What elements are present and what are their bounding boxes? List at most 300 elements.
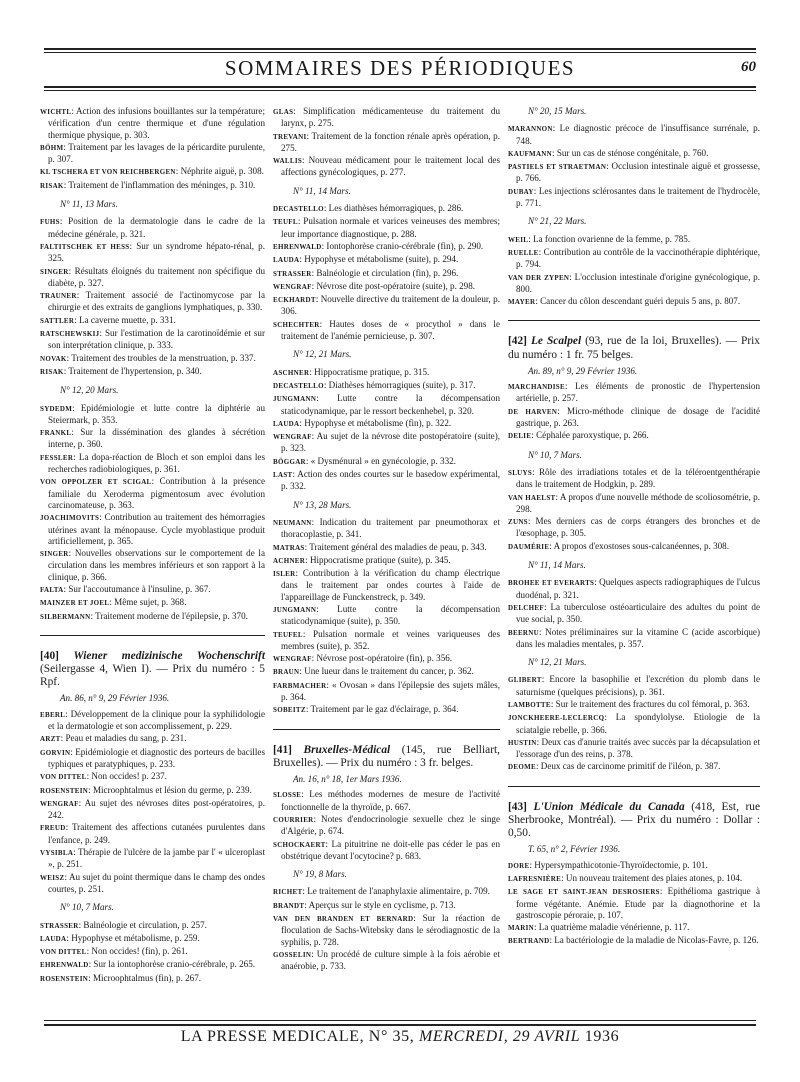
article-title: : Sur la iontophorèse cranio-cérébrale, p. 265. xyxy=(88,959,256,970)
issue-heading: N° 10, 7 Mars. xyxy=(60,902,114,913)
header-rule-1 xyxy=(44,86,756,88)
article-title: : Nouvelles observations sur le comportement de la circulation dans les membres inférieurs et son rapport à la clinique, p. 366. xyxy=(48,548,265,582)
article-entry xyxy=(40,180,265,192)
article-title: : Notes préliminaires sur la vitamine C (acide ascorbique) dans les maladies mentales, p. 357. xyxy=(516,626,760,649)
author-name: BERTRAND xyxy=(508,937,550,946)
article-title: : Epidémiologie et diagnostic des porteurs de bacilles typhiques et paratyphiques, p. 233. xyxy=(48,746,265,769)
issue-heading: N° 12, 21 Mars. xyxy=(293,349,352,360)
article-entry xyxy=(40,290,265,314)
article-title: : Traitement de l'inflammation des méninges, p. 310. xyxy=(63,179,256,190)
author-name: VON OPPOLZER ET SCIGAL xyxy=(40,478,152,487)
article-title: : Quelques aspects radiographiques de l'ulcus duodénal, p. 321. xyxy=(516,577,760,600)
journal-name: L'Union Médicale du Canada xyxy=(533,800,685,813)
article-entry xyxy=(508,161,760,185)
issue-heading: N° 11, 14 Mars. xyxy=(293,185,351,196)
author-name: RUELLE xyxy=(508,248,539,257)
author-name: RATSCHEWSKIJ xyxy=(40,330,100,339)
author-name: DORE xyxy=(508,861,530,870)
author-name: GLAS xyxy=(273,108,294,116)
journal-heading-43 xyxy=(508,801,760,841)
article-entry xyxy=(273,666,500,678)
issue-heading: N° 12, 21 Mars. xyxy=(528,657,587,668)
article-entry xyxy=(273,913,500,948)
author-name: MARIN xyxy=(508,924,534,933)
article-title: : La dopa-réaction de Bloch et son emploi dans les recherches radiobiologiques, p. 361. xyxy=(48,451,265,475)
author-name: WENGRAF xyxy=(273,282,312,291)
article-title: : Traitement général des maladies de peau, p. 343. xyxy=(304,541,487,552)
article-entry xyxy=(40,872,265,896)
author-name: GORVIN xyxy=(40,748,71,757)
author-name: FREUD xyxy=(40,824,66,833)
article-title: : La spondylolyse. Etiologie de la sciatalgie rebelle, p. 366. xyxy=(516,712,760,735)
article-title: : Nouveau médicament pour le traitement local des affections gynécologiques, p. 277. xyxy=(281,155,500,178)
article-title: : Hypophyse et métabolisme, p. 259. xyxy=(66,932,200,943)
issue-heading: N° 19, 8 Mars. xyxy=(293,869,347,880)
journal-details: (93, rue de la loi, Bruxelles). — Prix du numéro : 1 fr. 75 belges. xyxy=(508,335,760,361)
article-entry xyxy=(273,281,500,293)
article-entry xyxy=(40,584,265,596)
article-entry xyxy=(40,822,265,846)
article-entry xyxy=(40,142,265,166)
article-entry xyxy=(40,216,265,240)
article-entry xyxy=(273,456,500,468)
author-name: WICHTL xyxy=(40,108,72,116)
author-name: KL TSCHERA ET VON REICHBERGEN xyxy=(40,168,176,177)
footer-rule-1 xyxy=(44,1020,756,1021)
footer-rule-2 xyxy=(44,1024,756,1026)
author-name: WENGRAF xyxy=(273,433,312,442)
section-divider xyxy=(273,729,500,730)
article-title: : Les diathèses hémorragiques, p. 286. xyxy=(323,203,464,214)
author-name: STRASSER xyxy=(273,269,312,278)
article-entry xyxy=(40,785,265,797)
article-entry xyxy=(40,328,265,352)
article-title: : Les éléments de pronostic de l'hypertension artérielle, p. 257. xyxy=(516,381,760,404)
article-title: : Deux cas d'anurie traités avec succès par la décapsulation et l'essorage d'un des reins, p. 378. xyxy=(516,736,760,760)
article-entry xyxy=(40,266,265,290)
article-entry xyxy=(40,166,265,178)
article-entry xyxy=(508,296,760,308)
article-title: : Microophtalmus et lésion du germe, p. 239. xyxy=(88,784,252,795)
article-entry xyxy=(508,712,760,736)
issue-heading: N° 11, 14 Mars. xyxy=(528,560,586,571)
author-name: RICHET xyxy=(273,888,303,897)
author-name: VON DITTEL xyxy=(40,948,87,957)
author-name: SCHECHTER xyxy=(273,320,320,329)
article-entry xyxy=(273,542,500,554)
author-name: MARCHANDISE xyxy=(508,383,565,392)
article-title: : Hippocratisme pratique (suite), p. 345. xyxy=(305,554,451,565)
author-name: MAYER xyxy=(508,298,536,307)
article-title: : Iontophorèse cranio-cérébrale (fin), p. 290. xyxy=(321,240,484,251)
article-entry xyxy=(40,973,265,985)
author-name: TEUFEL xyxy=(273,630,303,639)
journal-details: (Seilergasse 4, Wien I). — Prix du numéro : 5 Rpf. xyxy=(40,663,265,689)
article-title: : Traitement moderne de l'épilepsie, p. 370. xyxy=(90,610,248,621)
top-rule-2 xyxy=(44,52,756,53)
author-name: SILBERMANN xyxy=(40,612,91,621)
article-title: : Développement de la clinique pour la syphilidologie et la dermatologie et son accomplissement, p. 229. xyxy=(48,708,265,732)
article-title: : Même sujet, p. 368. xyxy=(109,597,187,608)
author-name: ROSENSTEIN xyxy=(40,974,89,983)
author-name: LE SAGE ET SAINT-JEAN DESROSIERS xyxy=(508,888,660,897)
article-entry xyxy=(40,106,265,141)
article-title: : Hypophyse et métabolisme (suite), p. 294. xyxy=(299,254,459,265)
author-name: MAINZER ET JOEL xyxy=(40,599,110,608)
article-title: : Sur la réaction de floculation de Sachs-Witebsky dans le sérodiagnostic de la syphilis, p. 728. xyxy=(281,913,500,947)
author-name: WEISZ xyxy=(40,873,65,882)
article-title: : Sur un syndrome hépato-rénal, p. 325. xyxy=(48,240,266,264)
author-name: SLUYS xyxy=(508,468,533,477)
author-name: JUNGMANN xyxy=(273,395,317,404)
article-entry xyxy=(40,597,265,609)
author-name: FUHS xyxy=(40,218,60,227)
article-title: : Résultats éloignés du traitement non spécifique du diabète, p. 327. xyxy=(48,265,265,288)
author-name: DELIE xyxy=(508,432,532,441)
article-entry xyxy=(508,737,760,761)
article-entry xyxy=(508,674,760,698)
top-rule-1 xyxy=(44,48,756,50)
author-name: NEUMANN xyxy=(273,518,312,527)
author-name: FARBMACHER xyxy=(273,681,327,690)
article-title: : Sur l'accoutumance à l'insuline, p. 367. xyxy=(63,583,211,594)
article-entry xyxy=(273,653,500,665)
author-name: MARANNON xyxy=(508,125,553,134)
journal-name: Wiener medizinische Wochenschrift xyxy=(73,649,265,662)
article-entry xyxy=(273,629,500,653)
author-name: JUNGMANN xyxy=(273,605,317,614)
article-title: : Traitement des affections cutanées purulentes dans l'enfance, p. 249. xyxy=(48,822,265,845)
article-entry xyxy=(273,106,500,130)
article-entry xyxy=(508,272,760,296)
article-title: : La pituitrine ne doit-elle pas céder le pas en obstétrique devant l'ocytocine? p. 683. xyxy=(281,838,500,861)
article-entry xyxy=(508,148,760,160)
article-title: : Céphalée paroxystique, p. 266. xyxy=(531,430,649,441)
issue-heading: N° 13, 28 Mars. xyxy=(293,499,352,510)
article-title: : La tuberculose ostéoarticulaire des adultes du point de vue social, p. 350. xyxy=(516,601,760,625)
journal-number: [42] xyxy=(508,335,531,348)
article-title: : Nouvelle directive du traitement de la douleur, p. 306. xyxy=(281,294,500,317)
section-divider xyxy=(508,320,760,321)
article-entry xyxy=(508,492,760,516)
footer-year: 1936 xyxy=(580,1028,620,1045)
article-entry xyxy=(508,247,760,271)
author-name: FALTA xyxy=(40,585,64,594)
article-entry xyxy=(40,476,265,511)
article-entry xyxy=(508,406,760,430)
article-entry xyxy=(40,847,265,871)
article-title: : Sur le traitement des fractures du col fémoral, p. 363. xyxy=(550,698,750,709)
article-title: : Action des ondes courtes sur le basedow expérimental, p. 332. xyxy=(281,469,500,492)
column-1 xyxy=(40,106,265,986)
article-entry xyxy=(273,949,500,973)
author-name: ROSENSTEIN xyxy=(40,786,89,795)
article-entry xyxy=(40,733,265,745)
author-name: KAUFMANN xyxy=(508,149,553,158)
author-name: BÖGGAR xyxy=(273,457,306,466)
article-title: : Contribution à la présence familiale du Xeroderma pigmentosum avec évolution carcinomateuse, p. 363. xyxy=(48,476,265,510)
author-name: ARZT xyxy=(40,735,61,744)
author-name: NOVAK xyxy=(40,354,67,363)
article-title: : Action des infusions bouillantes sur la température; vérification d'un centre thermique et d'une régulation thermique physique, p. 303. xyxy=(48,106,265,140)
article-entry xyxy=(273,393,500,417)
author-name: BÖHM xyxy=(40,143,64,152)
author-name: VAN HAELST xyxy=(508,493,556,502)
article-entry xyxy=(273,380,500,392)
author-name: FRANKL xyxy=(40,429,72,438)
article-title: : La quatrième maladie vénérienne, p. 117. xyxy=(534,922,690,933)
article-title: : Sur la dissémination des glandes à sécrétion interne, p. 360. xyxy=(48,427,265,450)
article-title: : Une lueur dans le traitement du cancer, p. 362. xyxy=(299,666,474,677)
author-name: DE HARVEN xyxy=(508,407,558,416)
journal-name: Le Scalpel xyxy=(530,335,582,348)
article-entry xyxy=(273,431,500,455)
article-title: : « Ovosan » dans l'épilepsie des sujets mâles, p. 364. xyxy=(281,679,500,703)
journal-heading-40 xyxy=(40,650,265,690)
article-entry xyxy=(40,427,265,451)
article-title: : Occlusion intestinale aiguë et grossesse, p. 766. xyxy=(516,161,760,184)
author-name: HUSTIN xyxy=(508,738,537,747)
article-title: : Hypersympathicotonie-Thyroïdectomie, p. 101. xyxy=(529,859,708,870)
article-title: : Au sujet de la névrose dite postopératoire (suite), p. 323. xyxy=(281,431,500,454)
author-name: SINGER xyxy=(40,267,69,276)
author-name: LAMBOTTE xyxy=(508,700,551,709)
article-entry xyxy=(273,131,500,155)
article-entry xyxy=(273,517,500,541)
article-title: : Contribution au contrôle de la vaccinothérapie diphtérique, p. 794. xyxy=(516,246,760,270)
author-name: GOSSELIN xyxy=(273,950,312,959)
journal-number: [43] xyxy=(508,800,534,813)
article-entry xyxy=(40,611,265,623)
article-entry xyxy=(273,604,500,628)
author-name: WENGRAF xyxy=(40,799,79,808)
article-entry xyxy=(508,577,760,601)
article-entry xyxy=(508,467,760,491)
article-title: : La fonction ovarienne de la femme, p. 785. xyxy=(528,233,691,244)
article-title: : Traitement des troubles de la menstruation, p. 337. xyxy=(66,352,256,363)
article-entry xyxy=(508,541,760,553)
article-title: : Névrose dite post-opératoire (suite), p. 298. xyxy=(311,280,476,291)
article-title: : Traitement par le gaz d'éclairage, p. 364. xyxy=(305,704,459,715)
article-title: : Microophtalmus (fin), p. 267. xyxy=(88,972,202,983)
article-entry xyxy=(508,627,760,651)
author-name: JONCKHEERE-LECLERCQ xyxy=(508,714,605,723)
article-title: : Traitement par les lavages de la péricardite purulente, p. 307. xyxy=(48,141,265,165)
article-entry xyxy=(508,430,760,442)
article-title: : Rôle des irradiations totales et de la téléroentgenthérapie dans le traitement de Hodgkin, p. 289. xyxy=(516,466,760,490)
article-title: : Névrose post-opératoire (fin), p. 356. xyxy=(311,653,453,664)
article-entry xyxy=(40,771,265,783)
article-entry xyxy=(273,469,500,493)
article-title: : Traitement associé de l'actinomycose par la chirurgie et des extraits de ganglions lymphatiques, p. 330. xyxy=(48,290,265,313)
article-entry xyxy=(273,900,500,912)
article-title: : Lutte contre la décompensation staticodynamique, par le ressort beckenhebel, p. 320. xyxy=(281,393,500,416)
author-name: DELCHEF xyxy=(508,603,544,612)
author-name: SOBEITZ xyxy=(273,706,306,715)
article-title: : Simplification médicamenteuse du traitement du larynx, p. 275. xyxy=(281,106,500,129)
page-number: 60 xyxy=(741,59,756,75)
author-name: ISLER xyxy=(273,570,296,579)
article-title: : La bactériologie de la maladie de Nicolas-Favre, p. 126. xyxy=(549,935,759,946)
author-name: DUBAY xyxy=(508,187,534,196)
author-name: BROHEE ET EVERARTS xyxy=(508,579,595,588)
author-name: LAST xyxy=(273,471,293,480)
journal-name: Bruxelles-Médical xyxy=(303,743,391,756)
journal-details: (418, Est, rue Sherbrooke, Montréal). — Prix du numéro : Dollar : 0,50. xyxy=(508,800,761,840)
author-name: COURRIER xyxy=(273,815,314,824)
article-entry xyxy=(508,761,760,773)
author-name: VON DITTEL xyxy=(40,773,87,782)
issue-heading: N° 11, 13 Mars. xyxy=(60,199,118,210)
article-entry xyxy=(40,403,265,427)
author-name: RISAK xyxy=(40,181,64,190)
author-name: EHRENWALD xyxy=(40,961,89,970)
author-name: LAUDA xyxy=(40,934,67,943)
author-name: VYSIBLA xyxy=(40,849,74,858)
article-title: : Les injections sclérosantes dans le traitement de l'hydrocèle, p. 771. xyxy=(516,185,760,209)
article-title: : Epidémiologie et lutte contre la diphtérie au Steiermark, p. 353. xyxy=(48,402,265,425)
author-name: ACHNER xyxy=(273,556,306,565)
article-title: : Peau et maladies du sang, p. 231. xyxy=(60,733,187,744)
article-entry xyxy=(273,319,500,343)
article-entry xyxy=(273,155,500,179)
article-entry xyxy=(508,602,760,626)
article-title: : Les méthodes modernes de mesure de l'activité fonctionnelle de la thyroïde, p. 667. xyxy=(281,789,500,812)
article-title: : Balnéologie et circulation (fin), p. 296. xyxy=(311,267,459,278)
journal-details: (145, rue Belliart, Bruxelles). — Prix du numéro : 3 fr. belges. xyxy=(273,743,501,769)
author-name: WEIL xyxy=(508,235,529,244)
author-name: MATRAS xyxy=(273,543,305,552)
author-name: FESSLER xyxy=(40,453,74,462)
article-title: : Balnéologie et circulation, p. 257. xyxy=(78,919,207,930)
article-title: : Thérapie de l'ulcère de la jambe par l' « ulceroplast », p. 251. xyxy=(48,847,265,870)
issue-heading: N° 10, 7 Mars. xyxy=(528,449,582,460)
article-entry xyxy=(508,922,760,934)
article-title: : Un nouveau traitement des plaies atones, p. 104. xyxy=(561,872,743,883)
article-entry xyxy=(273,555,500,567)
author-name: LAUDA xyxy=(273,419,300,428)
journal-number: [40] xyxy=(40,649,74,662)
article-title: : Aperçus sur le style en cyclisme, p. 713. xyxy=(304,899,456,910)
footer-journal: LA PRESSE MEDICALE, N° 35, xyxy=(180,1028,419,1045)
article-title: : Sur l'estimation de la carotinoïdémie et sur son interprétation clinique, p. 333. xyxy=(48,328,265,351)
author-name: TREVANI xyxy=(273,132,307,141)
author-name: WENGRAF xyxy=(273,655,312,664)
article-title: : Sur un cas de sténose congénitale, p. 760. xyxy=(552,147,709,158)
author-name: ZUNS xyxy=(508,518,528,527)
article-title: : Epithélioma gastrique à forme végétante. Anémie. Etude par la diagnothorine et la gastroscopie péroraie, p. 107. xyxy=(516,886,760,920)
author-name: ECKHARDT xyxy=(273,296,316,305)
article-entry xyxy=(273,367,500,379)
article-title: : Pulsation normale et varices veineuses des membres; leur importance diagnostique, p. 288. xyxy=(281,216,500,239)
article-entry xyxy=(40,452,265,476)
author-name: VAN DER ZYPEN xyxy=(508,273,570,282)
header-rule-2 xyxy=(44,90,756,91)
article-title: : Micro-méthode clinique de dosage de l'acidité gastrique, p. 263. xyxy=(516,405,760,429)
article-entry xyxy=(508,123,760,147)
issue-heading: N° 20, 15 Mars. xyxy=(528,106,587,116)
article-title: : Pulsation normale et veines variqueuses des membres (suite), p. 352. xyxy=(281,628,500,651)
article-title: : Le diagnostic précoce de l'insuffisance surrénale, p. 748. xyxy=(516,123,760,146)
article-entry xyxy=(273,418,500,430)
page-title: SOMMAIRES DES PÉRIODIQUES xyxy=(224,56,576,80)
author-name: BRANDT xyxy=(273,901,305,910)
section-divider xyxy=(508,786,760,787)
article-entry xyxy=(273,814,500,838)
author-name: ASCHNER xyxy=(273,368,310,377)
author-name: PASTIELS ET STRAETMAN xyxy=(508,163,607,172)
article-entry xyxy=(273,568,500,603)
author-name: GLIBERT xyxy=(508,676,542,685)
author-name: VAN DEN BRANDEN ET BERNARD xyxy=(273,915,414,924)
article-entry xyxy=(508,381,760,405)
article-title: : La caverne muette, p. 331. xyxy=(74,314,176,325)
article-entry xyxy=(508,516,760,540)
article-title: : Cancer du côlon descendant guéri depuis 5 ans, p. 807. xyxy=(535,296,741,307)
author-name: SCHOCKAERT xyxy=(273,840,326,849)
author-name: TEUFL xyxy=(273,218,298,227)
journal-number: [41] xyxy=(273,743,304,756)
article-entry xyxy=(273,254,500,266)
author-name: LAUDA xyxy=(273,256,300,265)
article-title: : Mes derniers cas de corps étrangers des bronches et de l'œsophage, p. 305. xyxy=(516,516,760,539)
article-entry xyxy=(508,186,760,210)
author-name: DEOME xyxy=(508,763,536,772)
article-title: : L'occlusion intestinale d'origine gynécologique, p. 800. xyxy=(516,271,760,294)
article-entry xyxy=(40,353,265,365)
column-2 xyxy=(273,106,500,974)
author-name: EBERL xyxy=(40,710,66,719)
issue-heading: T. 65, n° 2, Février 1936. xyxy=(528,844,621,855)
author-name: SLOSSE xyxy=(273,791,302,800)
article-entry xyxy=(40,946,265,958)
article-title: : Deux cas de carcinome primitif de l'iléon, p. 387. xyxy=(535,761,721,772)
article-title: : Traitement de la fonction rénale après opération, p. 275. xyxy=(281,130,500,153)
author-name: DECASTELLO xyxy=(273,381,324,390)
article-entry xyxy=(40,933,265,945)
article-title: : Position de la dermatologie dans le cadre de la médecine générale, p. 321. xyxy=(48,216,265,239)
author-name: EHRENWALD xyxy=(273,242,322,251)
author-name: DECASTELLO xyxy=(273,205,324,214)
author-name: DAUMÉRIE xyxy=(508,542,550,551)
column-3 xyxy=(508,106,760,949)
article-entry xyxy=(273,216,500,240)
article-entry xyxy=(40,747,265,771)
author-name: SATTLER xyxy=(40,316,75,325)
article-title: : A propos d'une nouvelle méthode de scoliosométrie, p. 298. xyxy=(516,491,760,514)
author-name: BEERNU xyxy=(508,628,539,637)
page-footer xyxy=(44,1028,756,1046)
author-name: TRAUNER xyxy=(40,292,77,301)
issue-heading: An. 89, n° 9, 29 Février 1936. xyxy=(528,365,638,376)
article-title: : Encore la basophilie et l'excrétion du plomb dans le saturnisme (quelques précisions), p. 361. xyxy=(516,674,760,697)
article-entry xyxy=(508,886,760,921)
article-entry xyxy=(273,268,500,280)
article-title: : Notes d'endocrinologie sexuelle chez le singe d'Algérie, p. 674. xyxy=(281,813,500,837)
article-title: : Diathèses hémorragiques (suite), p. 317. xyxy=(323,379,476,390)
article-title: : Non occides! p. 237. xyxy=(86,771,167,782)
article-title: : Au sujet des névroses dites post-opératoires, p. 242. xyxy=(48,797,265,821)
article-title: : Hypophyse et métabolisme (fin), p. 322. xyxy=(299,417,452,428)
section-divider xyxy=(40,635,265,636)
author-name: JOACHIMOVITS xyxy=(40,514,100,523)
article-entry xyxy=(40,920,265,932)
author-name: SINGER xyxy=(40,550,69,559)
issue-heading: An. 86, n° 9, 29 Février 1936. xyxy=(60,693,170,704)
article-entry xyxy=(273,886,500,898)
article-title: : Contribution au traitement des hémorragies utérines avant la ménopause. Cycle myoblastique produit artificiellement, p. 365. xyxy=(48,512,265,546)
article-title: : Néphrite aiguë, p. 308. xyxy=(175,166,264,177)
